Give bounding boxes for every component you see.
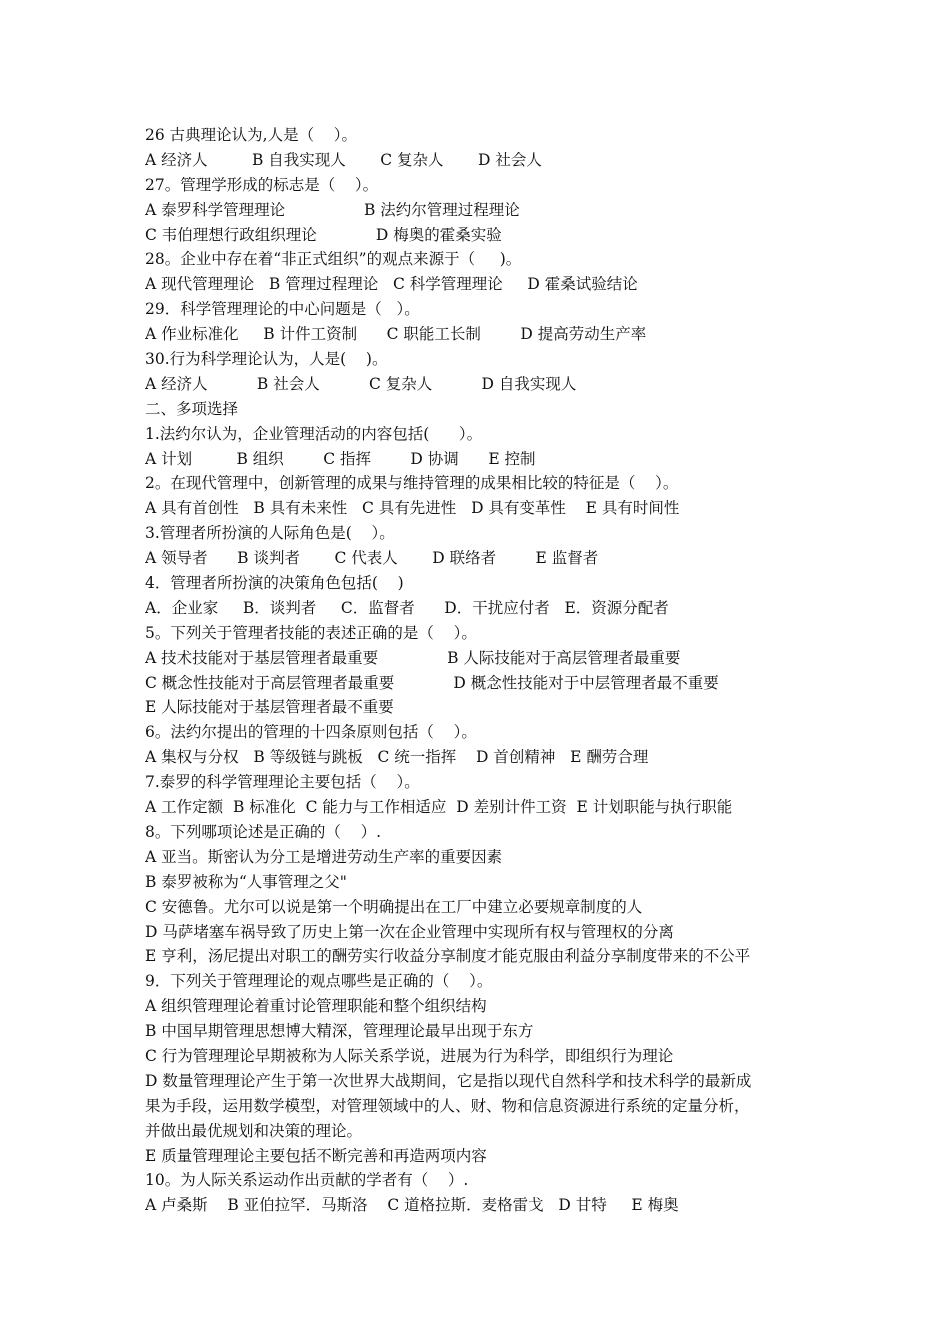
mq9-option-a: A 组织管理理论着重讨论管理职能和整个组织结构 bbox=[145, 997, 487, 1016]
document-page bbox=[145, 123, 825, 1218]
mq9-option-d-line3: 并做出最优规划和决策的理论。 bbox=[145, 1121, 363, 1140]
mq3-options: A 领导者 B 谈判者 C 代表人 D 联络者 E 监督者 bbox=[145, 549, 599, 568]
mq5-stem: 5。下列关于管理者技能的表述正确的是（ ）。 bbox=[145, 623, 477, 642]
mq2-options: A 具有首创性 B 具有未来性 C 具有先进性 D 具有变革性 E 具有时间性 bbox=[145, 499, 680, 518]
mq9-option-b: B 中国早期管理思想博大精深，管理理论最早出现于东方 bbox=[145, 1022, 534, 1041]
q26-stem: 26 古典理论认为,人是（ ）。 bbox=[145, 126, 358, 144]
mq6-stem: 6。法约尔提出的管理的十四条原则包括（ ）。 bbox=[145, 723, 477, 742]
q27-stem: 27。管理学形成的标志是（ ）。 bbox=[145, 175, 379, 194]
mq4-options: A．企业家 B．谈判者 C．监督者 D．干扰应付者 E．资源分配者 bbox=[145, 598, 669, 617]
mq1-stem: 1.法约尔认为，企业管理活动的内容包括( ）。 bbox=[145, 424, 483, 443]
mq3-stem: 3.管理者所扮演的人际角色是( ）。 bbox=[145, 524, 395, 543]
q27-options-ab: A 泰罗科学管理理论 B 法约尔管理过程理论 bbox=[145, 200, 520, 219]
mq9-option-d-line1: D 数量管理理论产生于第一次世界大战期间，它是指以现代自然科学和技术科学的最新成 bbox=[145, 1071, 752, 1090]
q26-options: A 经济人 B 自我实现人 C 复杂人 D 社会人 bbox=[145, 150, 542, 169]
mq8-option-a: A 亚当。斯密认为分工是增进劳动生产率的重要因素 bbox=[145, 847, 503, 866]
q30-options: A 经济人 B 社会人 C 复杂人 D 自我实现人 bbox=[145, 374, 577, 393]
q27-options-cd: C 韦伯理想行政组织理论 D 梅奥的霍桑实验 bbox=[145, 225, 502, 244]
mq5-option-e: E 人际技能对于基层管理者最不重要 bbox=[145, 698, 394, 717]
mq8-option-d: D 马萨堵塞车祸导致了历史上第一次在企业管理中实现所有权与管理权的分离 bbox=[145, 922, 674, 941]
q29-options: A 作业标准化 B 计件工资制 C 职能工长制 D 提高劳动生产率 bbox=[145, 325, 647, 344]
q30-stem: 30.行为科学理论认为，人是( )。 bbox=[145, 350, 388, 369]
mq10-options: A 卢桑斯 B 亚伯拉罕．马斯洛 C 道格拉斯．麦格雷戈 D 甘特 E 梅奥 bbox=[145, 1196, 679, 1215]
mq7-options: A 工作定额 B 标准化 C 能力与工作相适应 D 差别计件工资 E 计划职能与执行职能 bbox=[145, 798, 733, 817]
mq9-option-e: E 质量管理理论主要包括不断完善和再造两项内容 bbox=[145, 1146, 487, 1165]
mq5-options-cd: C 概念性技能对于高层管理者最重要 D 概念性技能对于中层管理者最不重要 bbox=[145, 673, 719, 692]
mq5-options-ab: A 技术技能对于基层管理者最重要 B 人际技能对于高层管理者最重要 bbox=[145, 648, 681, 667]
mq9-option-c: C 行为管理理论早期被称为人际关系学说，进展为行为科学，即组织行为理论 bbox=[145, 1046, 674, 1065]
mq9-option-d-line2: 果为手段，运用数学模型，对管理领域中的人、财、物和信息资源进行系统的定量分析， bbox=[145, 1096, 750, 1115]
mq8-option-e: E 亨利，汤尼提出对职工的酬劳实行收益分享制度才能克服由利益分享制度带来的不公平 bbox=[145, 947, 751, 966]
mq9-stem: 9．下列关于管理理论的观点哪些是正确的（ ）。 bbox=[145, 972, 493, 991]
mq4-stem: 4．管理者所扮演的决策角色包括( ) bbox=[145, 574, 404, 593]
mq6-options: A 集权与分权 B 等级链与跳板 C 统一指挥 D 首创精神 E 酬劳合理 bbox=[145, 748, 649, 767]
mq8-stem: 8。下列哪项论述是正确的（ ）. bbox=[145, 822, 381, 841]
q28-stem: 28。企业中存在着“非正式组织”的观点来源于（ )。 bbox=[145, 250, 522, 269]
section-heading-multiple-choice: 二、多项选择 bbox=[145, 399, 239, 418]
mq10-stem: 10。为人际关系运动作出贡献的学者有（ ）. bbox=[145, 1171, 469, 1190]
q28-options: A 现代管理理论 B 管理过程理论 C 科学管理理论 D 霍桑试验结论 bbox=[145, 275, 638, 294]
mq1-options: A 计划 B 组织 C 指挥 D 协调 E 控制 bbox=[145, 449, 536, 468]
q29-stem: 29．科学管理理论的中心问题是（ ）。 bbox=[145, 300, 420, 319]
mq8-option-c: C 安德鲁。尤尔可以说是第一个明确提出在工厂中建立必要规章制度的人 bbox=[145, 897, 643, 916]
mq2-stem: 2。在现代管理中，创新管理的成果与维持管理的成果相比较的特征是（ ）。 bbox=[145, 474, 679, 493]
mq8-option-b: B 泰罗被称为“人事管理之父" bbox=[145, 872, 347, 891]
mq7-stem: 7.泰罗的科学管理理论主要包括（ ）。 bbox=[145, 773, 420, 792]
